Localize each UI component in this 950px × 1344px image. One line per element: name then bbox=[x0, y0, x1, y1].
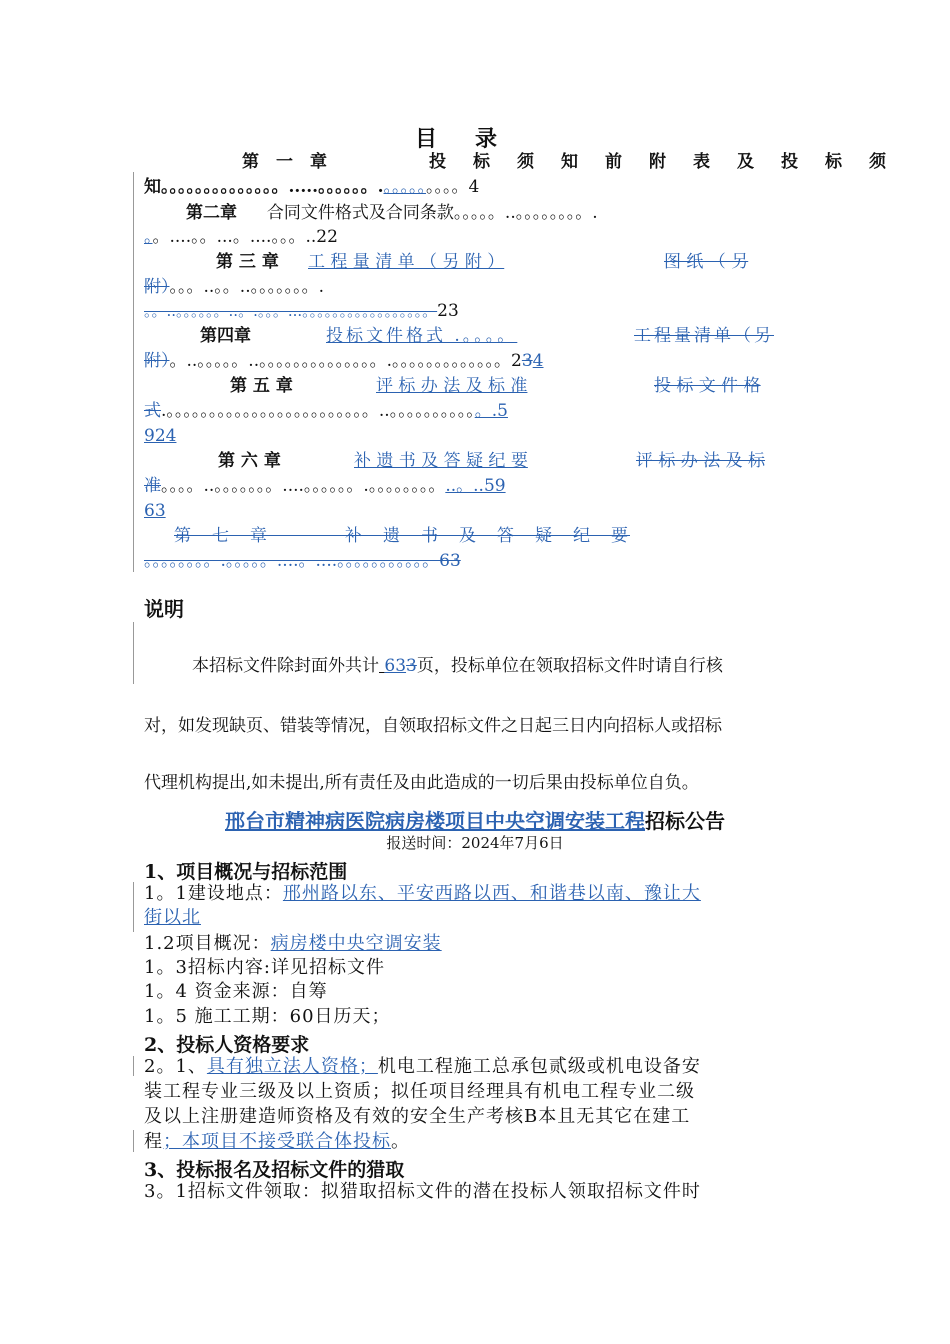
toc-entry-7-line2[interactable] bbox=[144, 549, 806, 573]
item-2-1-cont bbox=[144, 1130, 806, 1154]
toc-entry-1-line1[interactable] bbox=[144, 150, 891, 174]
toc-chapter: 第 一 章 bbox=[242, 152, 327, 172]
toc-chapter: 第 五 章 bbox=[230, 376, 293, 396]
toc-leader: 。....。。...。....。。。 bbox=[152, 227, 306, 247]
toc-entry-3-line3[interactable] bbox=[144, 299, 806, 323]
change-bar bbox=[133, 1130, 134, 1152]
explanation-text: 本招标文件除封面外共计 bbox=[192, 656, 379, 676]
section-heading-1: 1、项目概况与招标范围 bbox=[144, 861, 348, 883]
item-1-3: 1。3招标内容:详见招标文件 bbox=[144, 957, 385, 978]
section-heading-2: 2、投标人资格要求 bbox=[144, 1034, 310, 1056]
item-3-1: 3。1招标文件领取：拟猎取招标文件的潜在投标人领取招标文件时 bbox=[144, 1181, 701, 1202]
toc-entry-2-line1[interactable] bbox=[144, 201, 806, 225]
section-heading-3: 3、投标报名及招标文件的猎取 bbox=[144, 1159, 405, 1181]
project-name-link[interactable]: 邢台市精神病医院病房楼项目中央空调安装工程 bbox=[225, 809, 645, 833]
item-1-5: 1。5 施工工期：60日历天； bbox=[144, 1006, 391, 1027]
page-count-inserted: 63 bbox=[384, 656, 407, 676]
toc-leader-deleted: 。。..。。。。。。..。.。。。...。。。。。。。。。。。。。。。。。 bbox=[144, 302, 438, 320]
item-1-1 bbox=[144, 882, 806, 906]
toc-chapter-title: 投 标 须 知 前 附 表 及 投 标 须 bbox=[429, 152, 891, 172]
item-label: 1.2项目概况： bbox=[144, 933, 271, 954]
notice-title bbox=[0, 805, 950, 834]
toc-leader-inserted: 。。。。。 bbox=[383, 177, 427, 197]
toc-page-number: ..。..59 bbox=[445, 476, 506, 496]
item-text: 。 bbox=[391, 1131, 410, 1152]
page-count-deleted: 3 bbox=[406, 656, 417, 676]
toc-leader: .。。。。。。。。。。。。。。。。。。。。。。。。..。。。。。。。。。。 bbox=[161, 401, 475, 421]
toc-chapter-title: 合同文件格式及合同条款。。。。。..。。。。。。。。. bbox=[266, 203, 598, 223]
sent-date: 报送时间：2024年7月6日 bbox=[386, 834, 564, 852]
item-value-inserted: 病房楼中央空调安装 bbox=[270, 933, 442, 954]
item-value-inserted: 街以北 bbox=[144, 907, 201, 928]
toc-chapter-title-inserted: 评 标 办 法 及 标 准 bbox=[376, 376, 528, 396]
toc-page-number: ..22 bbox=[305, 227, 338, 247]
explanation-line-2: 对，如发现缺页、错装等情况，自领取招标文件之日起三日内向招标人或招标 bbox=[144, 716, 722, 736]
toc-leader: 。。。。..。。。。。。。....。。。。。。.。。。。。。。。 bbox=[161, 476, 446, 496]
item-1-2 bbox=[144, 932, 806, 956]
toc-chapter-title-deleted: 投 标 文 件 格 bbox=[654, 376, 761, 396]
toc-page-deleted: 3 bbox=[521, 351, 533, 371]
toc-chapter-title-inserted: 补 遗 书 及 答 疑 纪 要 bbox=[354, 451, 528, 471]
item-1-4: 1。4 资金来源：自筹 bbox=[144, 981, 328, 1002]
toc-entry-5-line1[interactable] bbox=[144, 374, 806, 398]
toc-leader: 。..。。。。。..。。。。。。。。。。。。。。.。。。。。。。。。。。。。2 bbox=[169, 351, 522, 371]
toc-entry-7-line1[interactable] bbox=[144, 524, 806, 548]
toc-page-inserted: 4 bbox=[532, 351, 544, 371]
toc-chapter: 第 六 章 bbox=[218, 451, 281, 471]
toc-deleted-text: 准 bbox=[144, 476, 161, 496]
toc-entry-1-line2[interactable] bbox=[144, 175, 806, 199]
change-bar bbox=[133, 172, 134, 572]
toc-chapter-deleted: 第 七 章 补 遗 书 及 答 疑 纪 要 bbox=[174, 526, 630, 546]
toc-entry-6-line2[interactable] bbox=[144, 474, 806, 498]
item-label: 1。1建设地点： bbox=[144, 883, 283, 904]
explanation-heading: 说明 bbox=[144, 597, 184, 621]
toc-page-number: 。.5 bbox=[474, 401, 508, 421]
toc-chapter: 第四章 bbox=[200, 326, 251, 346]
toc-chapter-title-deleted: 工程量清单（另 bbox=[634, 326, 774, 346]
item-label: 2。1、 bbox=[144, 1056, 207, 1077]
item-text: 程 bbox=[144, 1131, 163, 1152]
toc-leader-deleted: 。。。。。。。。.。。。。。....。....。。。。。。。。。。。63 bbox=[144, 551, 461, 571]
explanation-line-3: 代理机构提出,如未提出,所有责任及由此造成的一切后果由投标单位自负。 bbox=[144, 773, 699, 793]
toc-entry-4-line2[interactable] bbox=[144, 349, 806, 373]
toc-chapter: 第 三 章 bbox=[216, 252, 279, 272]
toc-deleted-text: 附） bbox=[144, 277, 170, 297]
toc-entry-5-line2[interactable] bbox=[144, 399, 806, 423]
toc-leader: 。。。..。。..。。。。。。。. bbox=[169, 277, 325, 297]
change-bar bbox=[133, 1056, 134, 1076]
toc-page-number: 63 bbox=[144, 501, 166, 521]
item-text: 机电工程施工总承包贰级或机电设备安 bbox=[377, 1056, 701, 1077]
notice-title-suffix: 招标公告 bbox=[645, 809, 725, 833]
toc-deleted-text: 附） bbox=[144, 351, 170, 371]
toc-chapter: 第二章 bbox=[186, 203, 237, 223]
change-bar bbox=[133, 622, 134, 684]
toc-entry-4-line1[interactable] bbox=[144, 324, 806, 348]
toc-chapter-title-deleted: 图 纸 （ 另 bbox=[664, 252, 749, 272]
toc-deleted-text: 式 bbox=[144, 401, 161, 421]
toc-entry-6-line3[interactable] bbox=[144, 499, 806, 523]
item-value-inserted: ；本项目不接受联合体投标 bbox=[163, 1131, 391, 1152]
toc-entry-3-line1[interactable] bbox=[144, 250, 806, 274]
toc-leader: 知。。。。。。。。。。。。。。.....。。。。。。. bbox=[144, 177, 384, 197]
toc-chapter-title-deleted: 评 标 办 法 及 标 bbox=[636, 451, 766, 471]
item-2-1 bbox=[144, 1055, 806, 1079]
item-value-inserted: 具有独立法人资格； bbox=[206, 1056, 378, 1077]
toc-page-number: 924 bbox=[144, 426, 177, 446]
toc-leader-inserted: 。 bbox=[144, 227, 153, 247]
toc-chapter-title-inserted: 工 程 量 清 单 （ 另 附 ） bbox=[308, 252, 505, 272]
toc-page-number: 23 bbox=[437, 301, 459, 321]
explanation-line-1 bbox=[144, 654, 806, 678]
item-value-inserted: 邢州路以东、平安西路以西、和谐巷以南、豫让大 bbox=[282, 883, 701, 904]
toc-chapter-title-inserted: 投标文件格式 .。。。。 bbox=[326, 326, 518, 346]
toc-entry-3-line2[interactable] bbox=[144, 275, 806, 299]
toc-title: 目录 bbox=[414, 126, 535, 152]
change-bar bbox=[133, 882, 134, 932]
item-2-1-cont: 装工程专业三级及以上资质；拟任项目经理具有机电工程专业二级 bbox=[144, 1081, 695, 1102]
toc-page-number: 。。。。4 bbox=[426, 177, 480, 197]
toc-entry-6-line1[interactable] bbox=[144, 449, 806, 473]
item-1-1-cont bbox=[144, 906, 806, 930]
toc-entry-2-line2[interactable] bbox=[144, 225, 806, 249]
explanation-text: 页，投标单位在领取招标文件时请自行核 bbox=[416, 656, 723, 676]
toc-entry-5-line3[interactable] bbox=[144, 424, 806, 448]
item-2-1-cont: 及以上注册建造师资格及有效的安全生产考核B本且无其它在建工 bbox=[144, 1106, 691, 1127]
